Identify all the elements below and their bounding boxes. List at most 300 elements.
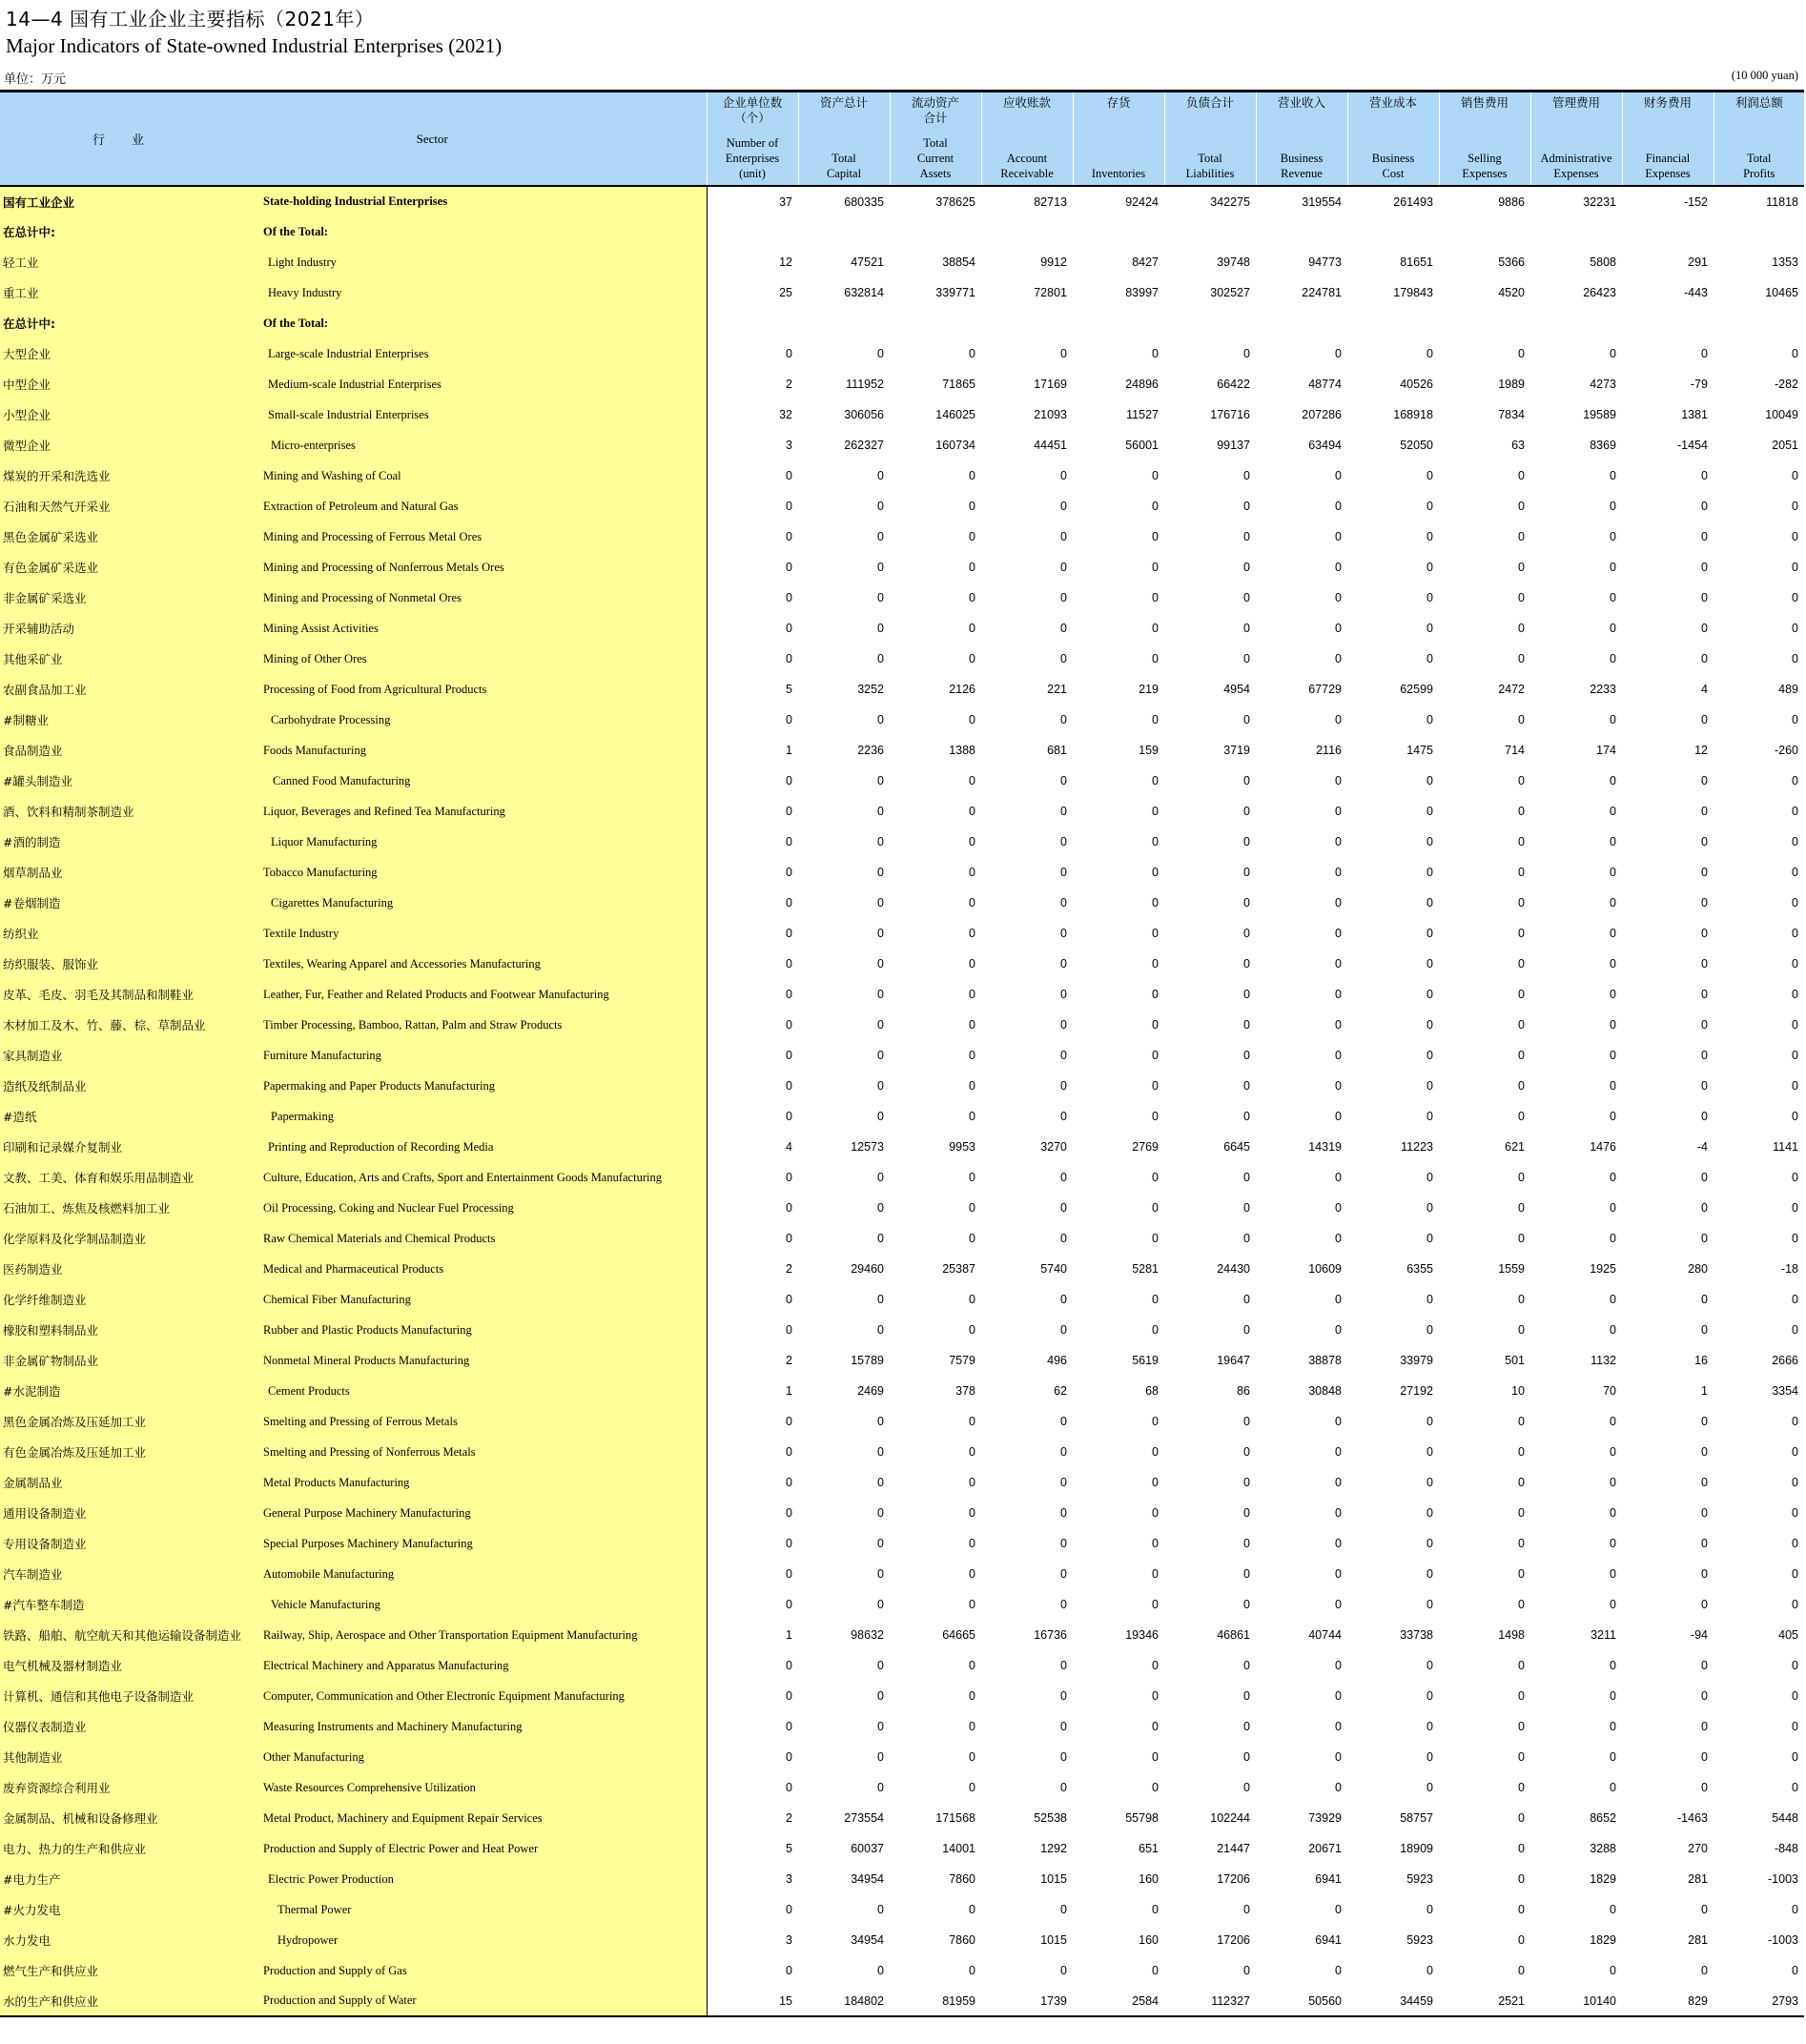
value-cell: -1454 [1677, 439, 1708, 452]
value-cell: 219 [1139, 683, 1159, 696]
value-cell: 0 [1243, 652, 1250, 665]
value-cell: 0 [1518, 622, 1525, 635]
value-cell: 33979 [1400, 1354, 1433, 1367]
value-cell: 342275 [1210, 194, 1250, 209]
table-row [0, 1620, 1804, 1650]
column-header [798, 92, 890, 187]
value-cell: 0 [877, 835, 884, 848]
column-header [1714, 92, 1804, 187]
value-cell: 1559 [1498, 1262, 1525, 1276]
column-header [1347, 92, 1439, 187]
column-header-en: Inventories [1091, 167, 1146, 180]
value-cell: 1925 [1590, 1262, 1616, 1276]
value-cell: 0 [1792, 1598, 1798, 1611]
value-cell: 3211 [1591, 1628, 1616, 1642]
value-cell: 0 [1701, 1049, 1708, 1062]
value-cell: 0 [1060, 1750, 1067, 1764]
sector-name-cn: 文教、工美、体育和娱乐用品制造业 [0, 1162, 263, 1193]
value-cell: 0 [1792, 988, 1798, 1001]
sector-name-en: Automobile Manufacturing [263, 1559, 707, 1589]
value-cell: 0 [1792, 957, 1798, 971]
value-cell: 25 [779, 286, 792, 299]
value-cell: 0 [1426, 1537, 1433, 1550]
value-cell: 0 [1610, 1232, 1616, 1245]
table-row [0, 1742, 1804, 1772]
table-title-cn: 14—4 国有工业企业主要指标（2021年） [6, 8, 375, 31]
value-cell: 0 [1518, 1872, 1525, 1886]
value-cell: 0 [1610, 1750, 1616, 1764]
value-cell: 5366 [1498, 256, 1525, 269]
value-cell: 0 [1243, 622, 1250, 635]
value-cell: 0 [1701, 622, 1708, 635]
value-cell: 0 [1426, 591, 1433, 604]
sector-name-en: Processing of Food from Agricultural Products [263, 674, 707, 705]
column-header-cn: 管理费用 [1551, 95, 1600, 110]
table-row [0, 1223, 1804, 1254]
value-cell [798, 308, 890, 338]
value-cell: 0 [1060, 1171, 1067, 1184]
value-cell: 5 [786, 1842, 792, 1855]
value-cell: 0 [1792, 347, 1798, 360]
value-cell: 0 [1426, 774, 1433, 787]
sector-name-cn: 电力、热力的生产和供应业 [0, 1833, 263, 1864]
value-cell: 270 [1688, 1842, 1708, 1855]
value-cell: 0 [1426, 1415, 1433, 1428]
value-cell: 281 [1688, 1933, 1708, 1947]
value-cell: 0 [1243, 896, 1250, 910]
value-cell: 0 [1243, 1750, 1250, 1764]
sector-header-en: Sector [416, 131, 448, 146]
value-cell: 0 [1610, 1567, 1616, 1581]
value-cell: 146025 [935, 408, 975, 421]
value-cell: 0 [877, 1445, 884, 1459]
value-cell: 12 [1694, 744, 1708, 757]
value-cell: 0 [1518, 1079, 1525, 1093]
table-row [0, 1193, 1804, 1223]
value-cell: 378625 [935, 194, 975, 209]
value-cell: 0 [1610, 1689, 1616, 1703]
value-cell: 0 [1610, 1476, 1616, 1489]
value-cell: 0 [1518, 1323, 1525, 1337]
value-cell: 0 [969, 1323, 975, 1337]
sector-name-en: Rubber and Plastic Products Manufacturing [263, 1315, 707, 1345]
value-cell: 0 [1152, 1476, 1159, 1489]
value-cell: 58757 [1400, 1811, 1433, 1825]
sector-name-cn: 计算机、通信和其他电子设备制造业 [0, 1681, 263, 1711]
value-cell: 0 [786, 1415, 792, 1428]
value-cell: 0 [1426, 1598, 1433, 1611]
value-cell: 0 [786, 652, 792, 665]
value-cell: 0 [786, 805, 792, 818]
value-cell: 3354 [1772, 1384, 1798, 1398]
value-cell: 0 [1701, 530, 1708, 543]
value-cell [890, 216, 981, 247]
value-cell: 0 [1243, 1201, 1250, 1215]
sector-name-en: Hydropower [263, 1925, 707, 1955]
value-cell: 0 [1152, 591, 1159, 604]
value-cell: 33738 [1400, 1628, 1433, 1642]
value-cell: 0 [1792, 1903, 1798, 1916]
value-cell: 0 [1610, 1598, 1616, 1611]
value-cell: 160 [1139, 1933, 1159, 1947]
sector-name-cn: 水的生产和供应业 [0, 1986, 263, 2016]
value-cell: 0 [1518, 835, 1525, 848]
sector-name-en: Printing and Reproduction of Recording Media [263, 1132, 707, 1162]
value-cell: 0 [1426, 1964, 1433, 1977]
value-cell: 0 [1152, 1964, 1159, 1977]
value-cell: 0 [1335, 561, 1342, 574]
value-cell: 0 [1335, 1415, 1342, 1428]
value-cell: 0 [1060, 1903, 1067, 1916]
value-cell: 2051 [1772, 439, 1798, 452]
value-cell: 0 [969, 1445, 975, 1459]
value-cell: 0 [1243, 1018, 1250, 1032]
value-cell: 1353 [1772, 256, 1798, 269]
value-cell [798, 216, 890, 247]
value-cell: 0 [1335, 591, 1342, 604]
value-cell: 0 [1610, 1079, 1616, 1093]
value-cell: -79 [1690, 378, 1708, 391]
value-cell: 29460 [851, 1262, 884, 1276]
value-cell: 0 [1610, 652, 1616, 665]
value-cell: 0 [1426, 1506, 1433, 1520]
value-cell: 10 [1511, 1384, 1525, 1398]
column-header-en: Number of Enterprises (unit) [725, 136, 780, 180]
value-cell: 0 [1426, 1445, 1433, 1459]
value-cell: 34459 [1347, 1986, 1439, 2016]
table-row [0, 888, 1804, 918]
column-header [890, 92, 981, 187]
value-cell: 0 [877, 1903, 884, 1916]
value-cell: 5448 [1772, 1811, 1798, 1825]
value-cell: 0 [1152, 1689, 1159, 1703]
table-row [0, 979, 1804, 1010]
value-cell: 1 [786, 1384, 792, 1398]
value-cell: 0 [1335, 988, 1342, 1001]
value-cell: 0 [1701, 1659, 1708, 1672]
sector-name-cn: 有色金属冶炼及压延加工业 [0, 1437, 263, 1467]
sector-name-en: Small-scale Industrial Enterprises [263, 399, 707, 430]
value-cell: 0 [1426, 469, 1433, 482]
sector-name-en: Thermal Power [263, 1894, 707, 1925]
value-cell: 1 [1701, 1384, 1708, 1398]
value-cell: 0 [1610, 1018, 1616, 1032]
value-cell: 0 [786, 1720, 792, 1733]
value-cell: 0 [1060, 469, 1067, 482]
value-cell: 0 [1610, 1659, 1616, 1672]
value-cell: 0 [1701, 1537, 1708, 1550]
sector-name-cn: 金属制品、机械和设备修理业 [0, 1803, 263, 1833]
sector-name-en: Micro-enterprises [263, 430, 707, 460]
sector-name-cn: 皮革、毛皮、羽毛及其制品和制鞋业 [0, 979, 263, 1010]
value-cell: 0 [1243, 1232, 1250, 1245]
value-cell: 0 [1335, 1903, 1342, 1916]
value-cell: 1388 [949, 744, 975, 757]
value-cell: 6645 [1223, 1140, 1250, 1154]
value-cell: 0 [1610, 561, 1616, 574]
table-row [0, 338, 1804, 369]
value-cell: 0 [1152, 1323, 1159, 1337]
value-cell: 0 [1610, 469, 1616, 482]
value-cell: 0 [1518, 652, 1525, 665]
value-cell [1622, 216, 1714, 247]
value-cell: 0 [1610, 530, 1616, 543]
sector-name-cn: 小型企业 [0, 399, 263, 430]
value-cell: 0 [877, 1079, 884, 1093]
column-header-en: Administrative Expenses [1540, 152, 1612, 180]
value-cell: 0 [877, 1293, 884, 1306]
value-cell: 0 [1792, 1323, 1798, 1337]
value-cell: 0 [1792, 1201, 1798, 1215]
value-cell: 0 [1701, 1567, 1708, 1581]
value-cell: 67729 [1308, 683, 1342, 696]
value-cell: 11223 [1401, 1140, 1433, 1154]
sector-name-en: Of the Total: [263, 308, 707, 338]
table-row [0, 216, 1804, 247]
sector-name-cn: 铁路、船舶、航空航天和其他运输设备制造业 [0, 1620, 263, 1650]
value-cell: 0 [1060, 347, 1067, 360]
value-cell: 0 [1518, 896, 1525, 910]
value-cell: 0 [1335, 1750, 1342, 1764]
value-cell: 0 [1152, 1781, 1159, 1794]
value-cell: 0 [969, 1232, 975, 1245]
value-cell: 1739 [981, 1986, 1073, 2016]
value-cell: 0 [1610, 927, 1616, 940]
value-cell: 14001 [942, 1842, 975, 1855]
value-cell: 7860 [949, 1933, 975, 1947]
value-cell: 0 [969, 1171, 975, 1184]
table-row [0, 1040, 1804, 1071]
value-cell: 0 [1701, 1476, 1708, 1489]
value-cell: 71865 [942, 378, 975, 391]
sector-name-en: Extraction of Petroleum and Natural Gas [263, 491, 707, 521]
column-header-en: Total Capital [826, 152, 862, 180]
value-cell: 0 [1518, 1659, 1525, 1672]
value-cell: 0 [1060, 1049, 1067, 1062]
value-cell: 184802 [798, 1986, 890, 2016]
value-cell: 0 [1792, 1445, 1798, 1459]
sector-name-cn: 石油和天然气开采业 [0, 491, 263, 521]
column-header [1622, 92, 1714, 187]
value-cell: 1 [786, 744, 792, 757]
value-cell: 0 [786, 1750, 792, 1764]
value-cell: 0 [1243, 1781, 1250, 1794]
value-cell: 221 [1047, 683, 1067, 696]
value-cell: 0 [1701, 988, 1708, 1001]
value-cell [707, 216, 798, 247]
value-cell: 405 [1778, 1628, 1798, 1642]
value-cell [707, 308, 798, 338]
sector-name-cn: 印刷和记录媒介复制业 [0, 1132, 263, 1162]
value-cell: 0 [1610, 622, 1616, 635]
value-cell: 621 [1505, 1140, 1525, 1154]
value-cell: 0 [1518, 774, 1525, 787]
value-cell: 0 [1243, 1903, 1250, 1916]
value-cell: 0 [969, 1049, 975, 1062]
value-cell: 0 [1426, 1659, 1433, 1672]
value-cell: 0 [1243, 1567, 1250, 1581]
value-cell: 10609 [1308, 1262, 1342, 1276]
value-cell: 0 [786, 1323, 792, 1337]
value-cell: 0 [786, 1567, 792, 1581]
sector-name-cn: 水力发电 [0, 1925, 263, 1955]
sector-name-en: Carbohydrate Processing [263, 705, 707, 735]
sector-name-en: Mining and Processing of Nonferrous Metals Ores [263, 552, 707, 583]
value-cell: 9886 [1498, 194, 1525, 209]
value-cell: 0 [1060, 1506, 1067, 1520]
value-cell: 0 [877, 866, 884, 879]
table-row [0, 1345, 1804, 1376]
column-header-en: Total Profits [1743, 152, 1775, 180]
sector-name-en: Textiles, Wearing Apparel and Accessories Manufacturing [263, 949, 707, 979]
value-cell: 0 [1701, 1781, 1708, 1794]
sector-name-en: Special Purposes Machinery Manufacturing [263, 1528, 707, 1559]
value-cell: 0 [877, 713, 884, 726]
value-cell: 306056 [844, 408, 884, 421]
value-cell: 0 [1243, 1598, 1250, 1611]
value-cell: 0 [969, 1476, 975, 1489]
value-cell: 38854 [942, 256, 975, 269]
value-cell: 2233 [1590, 683, 1616, 696]
value-cell: 24896 [1125, 378, 1159, 391]
value-cell: 160734 [935, 439, 975, 452]
value-cell: 632814 [844, 286, 884, 299]
value-cell: 0 [786, 927, 792, 940]
value-cell: 0 [1610, 957, 1616, 971]
value-cell: 0 [1152, 927, 1159, 940]
value-cell: 0 [1518, 1049, 1525, 1062]
value-cell: 0 [1701, 774, 1708, 787]
value-cell: 0 [1518, 988, 1525, 1001]
value-cell: 0 [1426, 1201, 1433, 1215]
sector-name-en: Nonmetal Mineral Products Manufacturing [263, 1345, 707, 1376]
value-cell: 0 [1335, 1506, 1342, 1520]
value-cell: 0 [969, 347, 975, 360]
value-cell: 0 [1335, 1232, 1342, 1245]
value-cell: 0 [1426, 713, 1433, 726]
value-cell: 2793 [1714, 1986, 1804, 2016]
value-cell: 262327 [844, 439, 884, 452]
value-cell: 0 [1426, 1903, 1433, 1916]
value-cell: 378 [955, 1384, 975, 1398]
value-cell: 0 [1518, 591, 1525, 604]
value-cell: 0 [1426, 896, 1433, 910]
sector-name-en: Medical and Pharmaceutical Products [263, 1254, 707, 1284]
value-cell: 0 [1792, 1659, 1798, 1672]
value-cell: 0 [1701, 866, 1708, 879]
value-cell: 10140 [1530, 1986, 1622, 2016]
value-cell: 0 [877, 591, 884, 604]
value-cell: 21093 [1034, 408, 1067, 421]
value-cell: 0 [969, 1293, 975, 1306]
value-cell: 0 [1152, 561, 1159, 574]
value-cell: 0 [1060, 561, 1067, 574]
value-cell: 0 [1610, 347, 1616, 360]
table-row [0, 735, 1804, 766]
value-cell: 0 [969, 988, 975, 1001]
value-cell: 4273 [1590, 378, 1616, 391]
value-cell: 0 [1335, 1781, 1342, 1794]
value-cell: 2 [786, 1811, 792, 1825]
table-row [0, 430, 1804, 460]
value-cell: 52538 [1034, 1811, 1067, 1825]
sector-name-en: Production and Supply of Gas [263, 1955, 707, 1986]
value-cell: 2116 [1316, 744, 1342, 757]
sector-name-en: Measuring Instruments and Machinery Manufacturing [263, 1711, 707, 1742]
sector-name-en: Railway, Ship, Aerospace and Other Transportation Equipment Manufacturing [263, 1620, 707, 1650]
value-cell: 0 [969, 957, 975, 971]
value-cell: 0 [1335, 1079, 1342, 1093]
value-cell: 0 [969, 805, 975, 818]
table-row [0, 1101, 1804, 1132]
value-cell: 0 [877, 1506, 884, 1520]
value-cell: 339771 [935, 286, 975, 299]
value-cell: 0 [1792, 530, 1798, 543]
value-cell: 0 [1243, 713, 1250, 726]
table-row [0, 1833, 1804, 1864]
value-cell: 3 [786, 439, 792, 452]
sector-name-cn: 橡胶和塑料制品业 [0, 1315, 263, 1345]
value-cell: 0 [1792, 835, 1798, 848]
value-cell: 0 [1792, 1476, 1798, 1489]
sector-name-cn: 重工业 [0, 277, 263, 308]
value-cell: 0 [877, 927, 884, 940]
value-cell: 14319 [1308, 1140, 1342, 1154]
value-cell: 0 [1792, 1110, 1798, 1123]
value-cell: 2 [786, 378, 792, 391]
value-cell: 0 [1518, 1232, 1525, 1245]
value-cell: -4 [1696, 1140, 1708, 1154]
table-row [0, 491, 1804, 521]
value-cell: 680335 [844, 194, 884, 209]
value-cell: 52050 [1400, 439, 1433, 452]
sector-name-en: Liquor, Beverages and Refined Tea Manufacturing [263, 796, 707, 827]
value-cell: 0 [1701, 1110, 1708, 1123]
table-title-en: Major Indicators of State-owned Industrial Enterprises (2021) [6, 34, 503, 57]
value-cell: 32 [779, 408, 792, 421]
value-cell: 0 [1792, 927, 1798, 940]
value-cell: 0 [1060, 1079, 1067, 1093]
value-cell: 160 [1139, 1872, 1159, 1886]
value-cell: 0 [1426, 622, 1433, 635]
value-cell: 0 [1426, 1476, 1433, 1489]
value-cell: 4 [786, 1140, 792, 1154]
value-cell: 0 [1518, 1689, 1525, 1703]
sector-name-cn: #水泥制造 [0, 1376, 263, 1406]
value-cell: 0 [1060, 1445, 1067, 1459]
value-cell: 0 [1243, 1964, 1250, 1977]
sector-name-cn: 在总计中: [0, 308, 263, 338]
value-cell [1622, 308, 1714, 338]
value-cell: 0 [877, 500, 884, 513]
value-cell: 2 [786, 1354, 792, 1367]
value-cell: 0 [1610, 1964, 1616, 1977]
value-cell: 0 [1610, 1293, 1616, 1306]
value-cell: 0 [1610, 1415, 1616, 1428]
value-cell: 0 [1701, 652, 1708, 665]
value-cell: 0 [1792, 1964, 1798, 1977]
value-cell: 1132 [1591, 1354, 1616, 1367]
value-cell: 0 [1243, 1506, 1250, 1520]
value-cell: 0 [1701, 1689, 1708, 1703]
value-cell: 0 [786, 347, 792, 360]
value-cell: 0 [1060, 1537, 1067, 1550]
value-cell: -443 [1683, 286, 1708, 299]
value-cell: 0 [1335, 1171, 1342, 1184]
value-cell: 0 [1610, 500, 1616, 513]
column-header [1256, 92, 1347, 187]
value-cell: 111952 [846, 378, 884, 391]
